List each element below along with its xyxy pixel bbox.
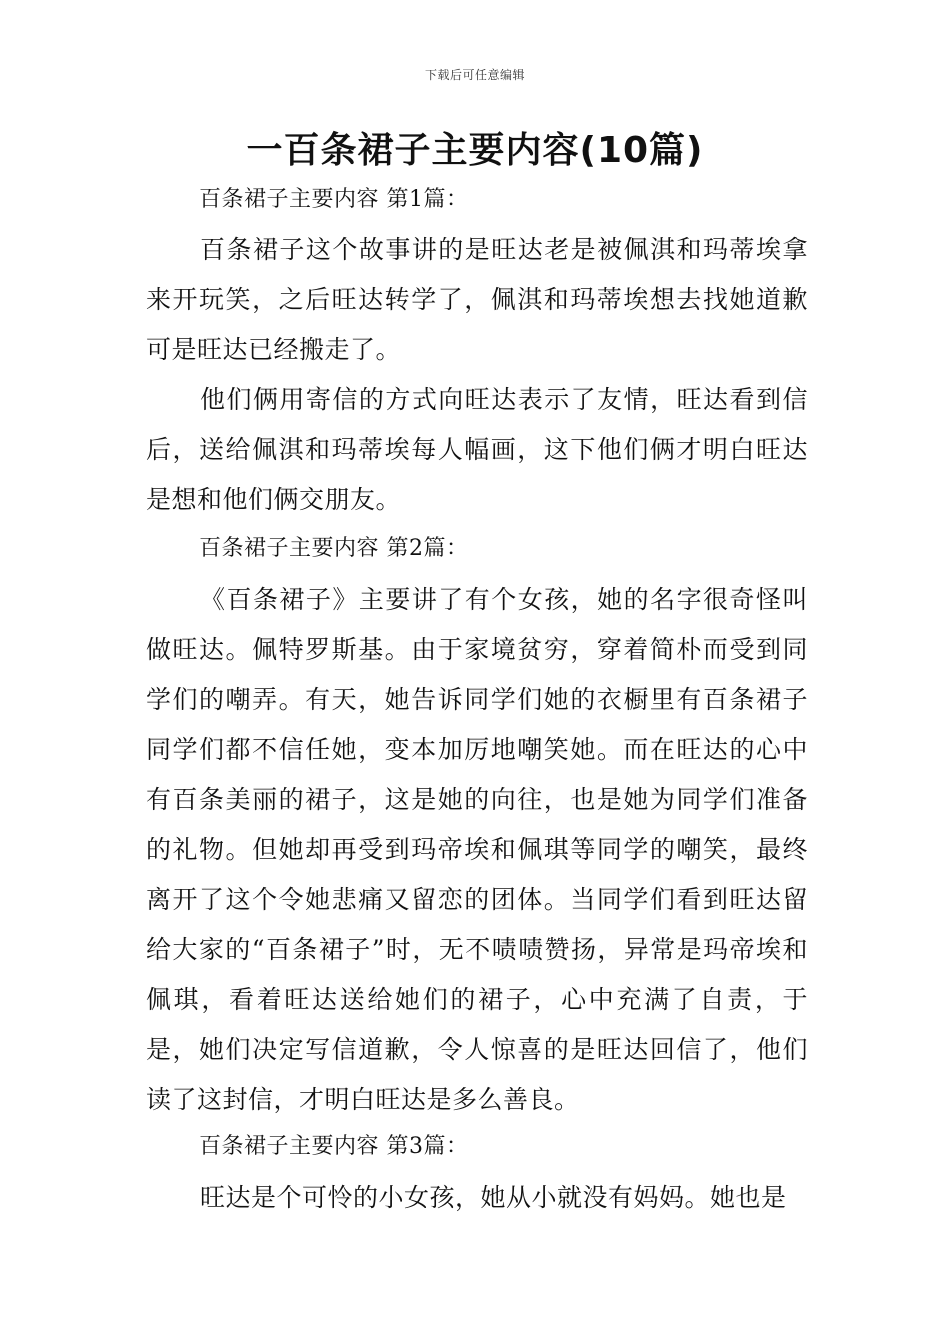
header-note: 下载后可任意编辑 — [424, 68, 525, 82]
section-heading-1: 百条裙子主要内容 第1篇： — [199, 187, 469, 212]
section-body-1 — [146, 225, 808, 525]
section-body-3 — [146, 1173, 808, 1223]
document-title: 一百条裙子主要内容(10篇) — [246, 130, 704, 171]
section-heading-2: 百条裙子主要内容 第2篇： — [199, 536, 469, 561]
paragraph: 《百条裙子》主要讲了有个女孩，她的名字很奇怪叫做旺达。佩特罗斯基。由于家境贫穷，穿着简朴而受到同学们的嘲弄。有天，她告诉同学们她的衣橱里有百条裙子同学们都不信任她，变本加厉地嘲笑她。而在旺达的心中有百条美丽的裙子，这是她的向往，也是她为同学们准备的礼物。但她却再受到玛帝埃和佩琪等同学的嘲笑，最终离开了这个令她悲痛又留恋的团体。当同学们看到旺达留给大家的“百条裙子”时，无不啧啧赞扬，异常是玛帝埃和佩琪，看着旺达送给她们的裙子，心中充满了自责，于是，她们决定写信道歉，令人惊喜的是旺达回信了，他们读了这封信，才明白旺达是多么善良。 — [146, 585, 808, 1114]
section-heading-3: 百条裙子主要内容 第3篇： — [199, 1134, 469, 1159]
paragraph: 百条裙子这个故事讲的是旺达老是被佩淇和玛蒂埃拿来开玩笑，之后旺达转学了，佩淇和玛蒂埃想去找她道歉可是旺达已经搬走了。 — [146, 235, 808, 364]
section-body-2 — [146, 575, 808, 1125]
paragraph: 旺达是个可怜的小女孩，她从小就没有妈妈。她也是 — [200, 1183, 787, 1212]
paragraph: 他们俩用寄信的方式向旺达表示了友情，旺达看到信后，送给佩淇和玛蒂埃每人幅画，这下他们俩才明白旺达是想和他们俩交朋友。 — [146, 385, 808, 514]
